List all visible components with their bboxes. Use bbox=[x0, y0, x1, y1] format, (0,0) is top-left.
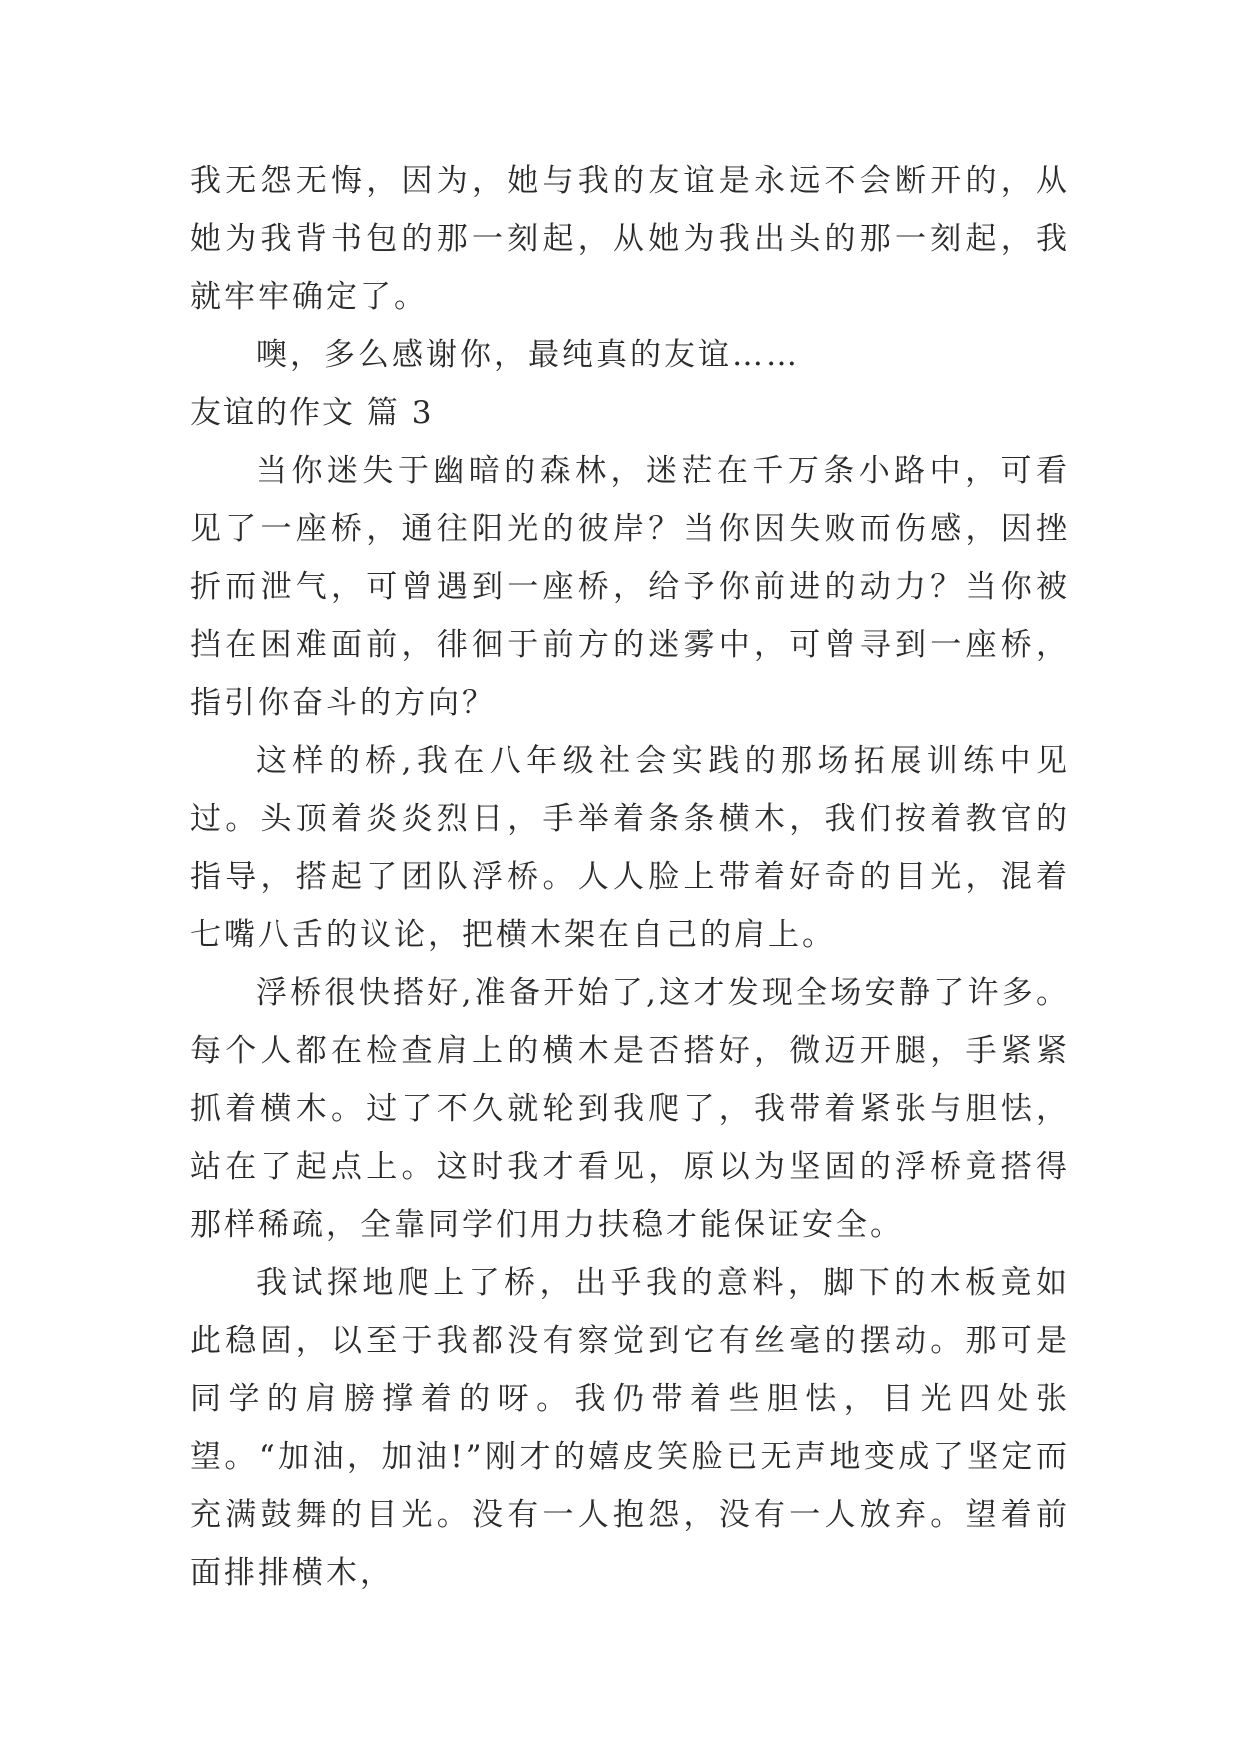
paragraph-1: 我无怨无悔，因为，她与我的友谊是永远不会断开的，从她为我背书包的那一刻起，从她为我出头的那一刻起，我就牢牢确定了。 bbox=[190, 163, 1070, 315]
section-heading: 友谊的作文 篇 3 bbox=[190, 395, 434, 431]
paragraph-5: 浮桥很快搭好,准备开始了,这才发现全场安静了许多。每个人都在检查肩上的横木是否搭好，微迈开腿，手紧紧抓着横木。过了不久就轮到我爬了，我带着紧张与胆怯，站在了起点上。这时我才看见，原以为坚固的浮桥竟搭得那样稀疏，全靠同学们用力扶稳才能保证安全。 bbox=[190, 975, 1070, 1243]
paragraph-2: 噢，多么感谢你，最纯真的友谊…… bbox=[256, 337, 800, 373]
document-page bbox=[190, 152, 1070, 1602]
paragraph-4: 这样的桥,我在八年级社会实践的那场拓展训练中见过。头顶着炎炎烈日，手举着条条横木，我们按着教官的指导，搭起了团队浮桥。人人脸上带着好奇的目光，混着七嘴八舌的议论，把横木架在自己的肩上。 bbox=[190, 743, 1070, 953]
paragraph-3: 当你迷失于幽暗的森林，迷茫在千万条小路中，可看见了一座桥，通往阳光的彼岸？当你因失败而伤感，因挫折而泄气，可曾遇到一座桥，给予你前进的动力？当你被挡在困难面前，徘徊于前方的迷雾中，可曾寻到一座桥，指引你奋斗的方向？ bbox=[190, 453, 1070, 721]
paragraph-6: 我试探地爬上了桥，出乎我的意料，脚下的木板竟如此稳固，以至于我都没有察觉到它有丝毫的摆动。那可是同学的肩膀撑着的呀。我仍带着些胆怯，目光四处张望。“加油，加油!”刚才的嬉皮笑脸已无声地变成了坚定而充满鼓舞的目光。没有一人抱怨，没有一人放弃。望着前面排排横木， bbox=[190, 1265, 1070, 1591]
